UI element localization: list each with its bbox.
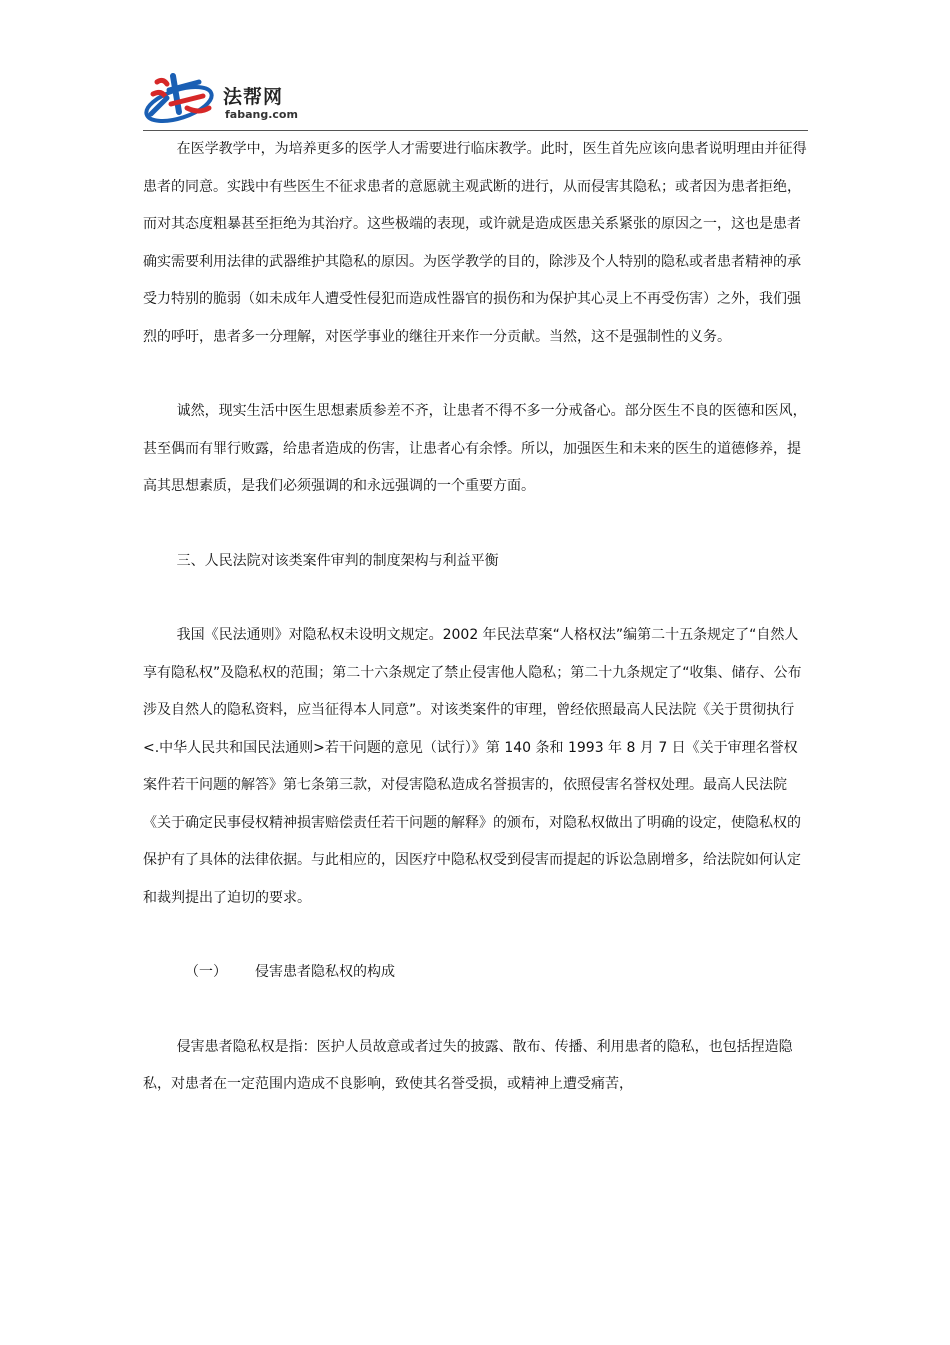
subsection-title: 侵害患者隐私权的构成	[255, 964, 395, 980]
site-header	[143, 64, 808, 130]
logo-title: 法帮网	[223, 86, 284, 108]
paragraph-doctor-ethics: 诚然，现实生活中医生思想素质参差不齐，让患者不得不多一分戒备心。部分医生不良的医德和医风，甚至偶而有罪行败露，给患者造成的伤害，让患者心有余悸。所以，加强医生和未来的医生的道德修养，提高其思想素质，是我们必须强调的和永远强调的一个重要方面。	[143, 403, 807, 494]
paragraph-privacy-definition: 侵害患者隐私权是指：医护人员故意或者过失的披露、散布、传播、利用患者的隐私，也包括捏造隐私，对患者在一定范围内造成不良影响，致使其名誉受损，或精神上遭受痛苦，	[143, 1038, 793, 1092]
paragraph-gap	[143, 506, 808, 543]
document-body	[143, 131, 808, 1104]
paragraph-gap	[143, 992, 808, 1029]
subsection-heading	[143, 954, 808, 992]
paragraph-gap	[143, 580, 808, 617]
logo-domain: fabang.com	[225, 108, 298, 121]
paragraph-medical-teaching: 在医学教学中，为培养更多的医学人才需要进行临床教学。此时，医生首先应该向患者说明理由并征得患者的同意。实践中有些医生不征求患者的意愿就主观武断的进行，从而侵害其隐私；或者因为患者拒绝，而对其态度粗暴甚至拒绝为其治疗。这些极端的表现，或许就是造成医患关系紧张的原因之一，这也是患者确实需要利用法律的武器维护其隐私的原因。为医学教学的目的，除涉及个人特别的隐私或者患者精神的承受力特别的脆弱（如未成年人遭受性侵犯而造成性器官的损伤和为保护其心灵上不再受伤害）之外，我们强烈的呼吁，患者多一分理解，对医学事业的继往开来作一分贡献。当然，这不是强制性的义务。	[143, 141, 807, 345]
subsection-label: （一）	[185, 964, 227, 980]
paragraph-legal-basis: 我国《民法通则》对隐私权未设明文规定。2002 年民法草案“人格权法”编第二十五条规定了“自然人享有隐私权”及隐私权的范围；第二十六条规定了禁止侵害他人隐私；第二十九条规定了“收集、储存、公布涉及自然人的隐私资料，应当征得本人同意”。对该类案件的审理，曾经依照最高人民法院《关于贯彻执行<.中华人民共和国民法通则>若干问题的意见（试行）》第 140 条和 1993 年 8 月 7 日《关于审理名誉权案件若干问题的解答》第七条第三款，对侵害隐私造成名誉损害的，依照侵害名誉权处理。最高人民法院《关于确定民事侵权精神损害赔偿责任若干问题的解释》的颁布，对隐私权做出了明确的设定，使隐私权的保护有了具体的法律依据。与此相应的，因医疗中隐私权受到侵害而提起的诉讼急剧增多，给法院如何认定和裁判提出了迫切的要求。	[143, 627, 802, 906]
paragraph-gap	[143, 356, 808, 393]
section-heading: 三、人民法院对该类案件审判的制度架构与利益平衡	[176, 552, 499, 569]
paragraph-gap	[143, 917, 808, 954]
fabang-logo-icon	[143, 68, 221, 126]
